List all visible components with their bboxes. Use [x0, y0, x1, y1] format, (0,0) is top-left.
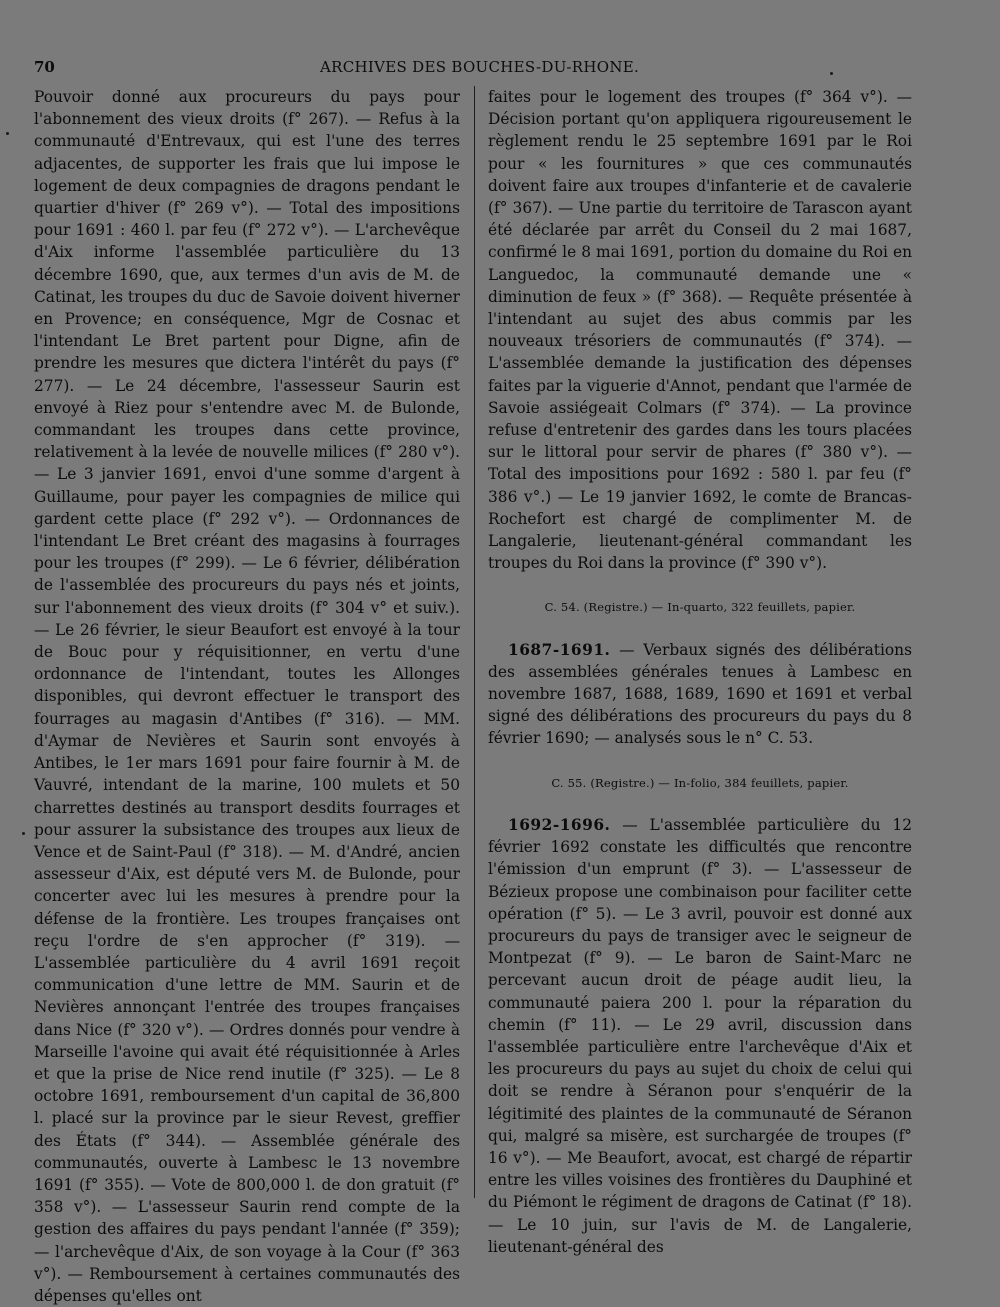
- entry-c54-dates: 1687-1691.: [508, 640, 611, 659]
- right-column: [488, 86, 912, 1258]
- entry-c54-text: — Verbaux signés des délibérations des assemblées générales tenues à Lambesc en novembre 1687, 1688, 1689, 1690 et 1691 et verbal signé des délibérations des procureurs du pays du 8 février 1690; — analysés sous le n° C. 53.: [488, 640, 912, 748]
- entry-c55-text: — L'assemblée particulière du 12 février 1692 constate les difficultés que rencontre l'émission d'un emprunt (f° 3). — L'assesseur de Bézieux propose une combinaison pour faciliter cette opération (f° 5). — Le 3 avril, pouvoir est donné aux procureurs du pays de transiger avec le seigneur de Montpezat (f° 9). — Le baron de Saint-Marc ne percevant aucun droit de péage audit lieu, la communauté paiera 200 l. pour la réparation du chemin (f° 11). — Le 29 avril, discussion dans l'assemblée particulière entre l'archevêque d'Aix et les procureurs du pays au sujet du choix de celui qui doit se rendre à Séranon pour s'enquérir de la légitimité des plaintes de la communauté de Séranon qui, malgré sa misère, est surchargée de troupes (f° 16 v°). — Me Beaufort, avocat, est chargé de répartir entre les villes voisines des frontières du Dauphiné et du Piémont le régiment de dragons de Catinat (f° 18). — Le 10 juin, sur l'avis de M. de Langalerie, lieutenant-général des: [488, 815, 912, 1256]
- margin-mark: [830, 72, 833, 75]
- margin-mark: [22, 832, 25, 835]
- register-reference-c54: C. 54. (Registre.) — In-quarto, 322 feuillets, papier.: [544, 600, 856, 615]
- entry-c54: [488, 639, 912, 750]
- entry-c55: [488, 814, 912, 1258]
- page-number: 70: [34, 58, 55, 76]
- left-column-text: Pouvoir donné aux procureurs du pays pour l'abonnement des vieux droits (f° 267). — Refus à la communauté d'Entrevaux, qui est l'une des terres adjacentes, de supporter les frais que lui impose le logement de deux compagnies de dragons pendant le quartier d'hiver (f° 269 v°). — Total des impositions pour 1691 : 460 l. par feu (f° 272 v°). — L'archevêque d'Aix informe l'assemblée particulière du 13 décembre 1690, que, aux termes d'un avis de M. de Catinat, les troupes du duc de Savoie doivent hiverner en Provence; en conséquence, Mgr de Cosnac et l'intendant Le Bret partent pour Digne, afin de prendre les mesures que dictera l'intérêt du pays (f° 277). — Le 24 décembre, l'assesseur Saurin est envoyé à Riez pour s'entendre avec M. de Bulonde, commandant les troupes dans cette province, relativement à la levée de nouvelle milices (f° 280 v°). — Le 3 janvier 1691, envoi d'une somme d'argent à Guillaume, pour payer les compagnies de milice qui gardent cette place (f° 292 v°). — Ordonnances de l'intendant Le Bret créant des magasins à fourrages pour les troupes (f° 299). — Le 6 février, délibération de l'assemblée des procureurs du pays nés et joints, sur l'abonnement des vieux droits (f° 304 v° et suiv.). — Le 26 février, le sieur Beaufort est envoyé à la tour de Bouc pour y réquisitionner, en vertu d'une ordonnance de l'intendant, toutes les Allonges disponibles, qui devront effectuer le transport des fourrages au magasin d'Antibes (f° 316). — MM. d'Aymar de Nevières et Saurin sont envoyés à Antibes, le 1er mars 1691 pour faire fournir à M. de Vauvré, intendant de la marine, 100 mulets et 50 charrettes destinés au transport desdits fourrages et pour assurer la subsistance des troupes aux lieux de Vence et de Saint-Paul (f° 318). — M. d'André, ancien assesseur d'Aix, est député vers M. de Bulonde, pour concerter avec lui les mesures à prendre pour la défense de la frontière. Les troupes françaises ont reçu l'ordre de s'en approcher (f° 319). — L'assemblée particulière du 4 avril 1691 reçoit communication d'une lettre de MM. Saurin et de Nevières annonçant l'entrée des troupes françaises dans Nice (f° 320 v°). — Ordres donnés pour vendre à Marseille l'avoine qui avait été réquisitionnée à Arles et que la prise de Nice rend inutile (f° 325). — Le 8 octobre 1691, remboursement d'un capital de 36,800 l. placé sur la province par le sieur Revest, greffier des États (f° 344). — Assemblée générale des communautés, ouverte à Lambesc le 13 novembre 1691 (f° 355). — Vote de 800,000 l. de don gratuit (f° 358 v°). — L'assesseur Saurin rend compte de la gestion des affaires du pays pendant l'année (f° 359); — l'archevêque d'Aix, de son voyage à la Cour (f° 363 v°). — Remboursement à certaines communautés des dépenses qu'elles ont: [34, 88, 461, 1305]
- left-column: [34, 86, 460, 1307]
- running-title: ARCHIVES DES BOUCHES-DU-RHONE.: [320, 58, 640, 76]
- column-divider: [474, 86, 475, 1198]
- register-reference-c55: C. 55. (Registre.) — In-folio, 384 feuillets, papier.: [551, 775, 849, 790]
- margin-mark: [6, 132, 9, 135]
- entry-c55-dates: 1692-1696.: [508, 815, 611, 834]
- right-column-continuation: faites pour le logement des troupes (f° 364 v°). — Décision portant qu'on appliquera rigoureusement le règlement rendu le 25 septembre 1691 par le Roi pour « les fournitures » que ces communautés doivent faire aux troupes d'infanterie et de cavalerie (f° 367). — Une partie du territoire de Tarascon ayant été déclarée par arrêt du Conseil du 2 mai 1687, confirmé le 8 mai 1691, portion du domaine du Roi en Languedoc, la communauté demande une « diminution de feux » (f° 368). — Requête présentée à l'intendant au sujet des abus commis par les nouveaux trésoriers de communautés (f° 374). — L'assemblée demande la justification des dépenses faites par la viguerie d'Annot, pendant que l'armée de Savoie assiégeait Colmars (f° 374). — La province refuse d'entretenir des gardes dans les tours placées sur le littoral pour servir de phares (f° 380 v°). — Total des impositions pour 1692 : 580 l. par feu (f° 386 v°.) — Le 19 janvier 1692, le comte de Brancas-Rochefort est chargé de complimenter M. de Langalerie, lieutenant-général commandant les troupes du Roi dans la province (f° 390 v°).: [488, 88, 912, 573]
